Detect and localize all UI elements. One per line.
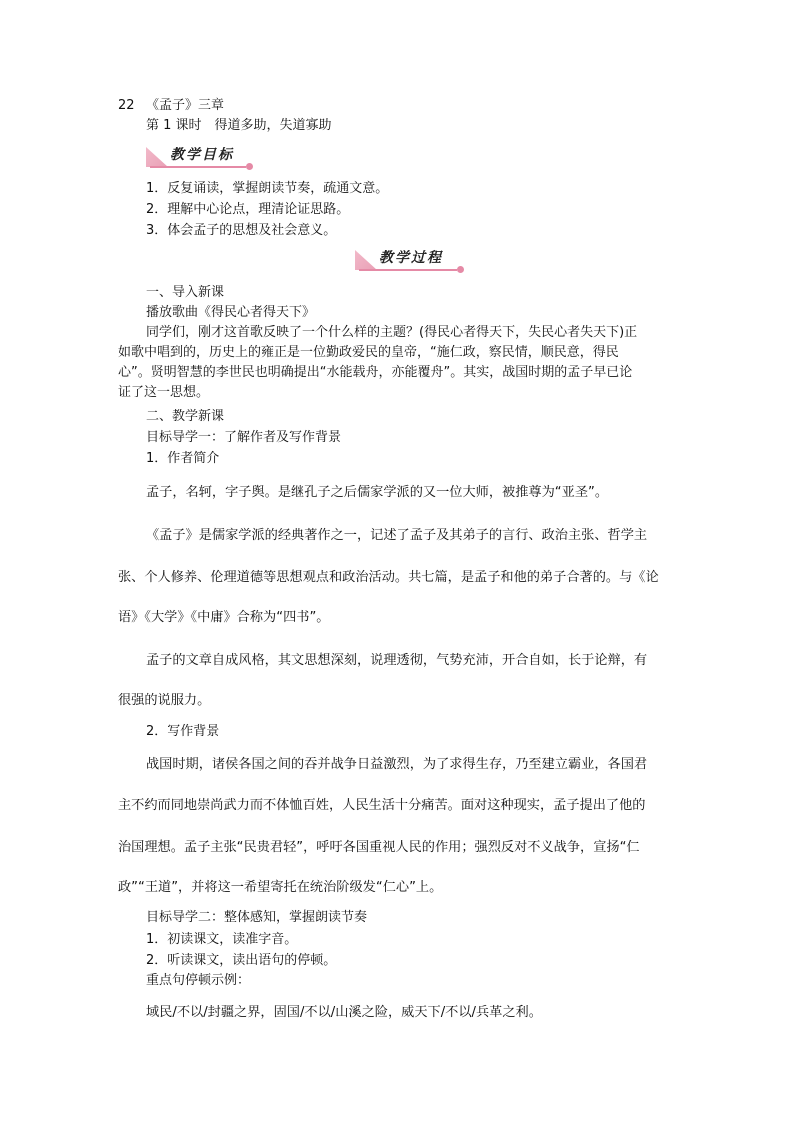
objectives-banner: [146, 145, 266, 171]
pause-example: 域民/不以/封疆之界，固国/不以/山溪之险，威天下/不以/兵革之利。: [146, 1005, 542, 1020]
lesson-period: 第 1 课时 得道多助，失道寡助: [146, 118, 332, 133]
paragraph-line: 战国时期，诸侯各国之间的吞并战争日益激烈，为了求得生存，乃至建立霸业，各国君: [146, 757, 648, 772]
paragraph-line: 张、个人修养、伦理道德等思想观点和政治活动。共七篇，是孟子和他的弟子合著的。与《论: [118, 570, 659, 585]
paragraph-line: 如歌中唱到的，历史上的雍正是一位勤政爱民的皇帝，“施仁政，察民情，顺民意，得民: [118, 345, 619, 360]
process-banner: [355, 248, 475, 274]
goal-heading: 目标导学一：了解作者及写作背景: [146, 430, 342, 445]
sub-heading: 2．写作背景: [146, 724, 220, 739]
paragraph-line: 证了这一思想。: [118, 385, 210, 400]
objective-item: 2．理解中心论点，理清论证思路。: [146, 202, 350, 217]
banner-dot: [457, 266, 464, 273]
paragraph-line: 主不约而同地崇尚武力而不体恤百姓，人民生活十分痛苦。面对这种现实，孟子提出了他的: [118, 798, 646, 813]
song-line: 播放歌曲《得民心者得天下》: [146, 305, 316, 320]
objectives-banner-label: 教学目标: [170, 147, 234, 163]
paragraph-line: 孟子，名轲，字子舆。是继孔子之后儒家学派的又一位大师，被推尊为“亚圣”。: [146, 485, 609, 500]
paragraph-line: 孟子的文章自成风格，其文思想深刻，说理透彻，气势充沛，开合自如，长于论辩，有: [146, 653, 648, 668]
paragraph-line: 心”。贤明智慧的李世民也明确提出“水能载舟，亦能覆舟”。其实，战国时期的孟子早已论: [118, 365, 633, 380]
paragraph-line: 《孟子》是儒家学派的经典著作之一，记述了孟子及其弟子的言行、政治主张、哲学主: [146, 528, 648, 543]
section-heading: 一、导入新课: [146, 285, 225, 300]
lesson-number: 22: [118, 98, 135, 113]
paragraph-line: 治国理想。孟子主张“民贵君轻”，呼吁各国重视人民的作用；强烈反对不义战争，宣扬“仁: [118, 840, 640, 855]
paragraph-line: 政”“王道”，并将这一希望寄托在统治阶级发“仁心”上。: [118, 880, 443, 895]
paragraph-line: 语》《大学》《中庸》合称为“四书”。: [118, 610, 330, 625]
banner-underline: [150, 166, 246, 168]
objective-item: 3．体会孟子的思想及社会意义。: [146, 223, 337, 238]
objective-item: 1．反复诵读，掌握朗读节奏，疏通文意。: [146, 181, 389, 196]
list-item: 1．初读课文，读准字音。: [146, 932, 298, 947]
list-item: 2．听读课文，读出语句的停顿。: [146, 953, 337, 968]
goal-heading: 目标导学二：整体感知，掌握朗读节奏: [146, 910, 368, 925]
lesson-title: 《孟子》三章: [146, 98, 225, 113]
banner-underline: [359, 269, 457, 271]
paragraph-line: 同学们，刚才这首歌反映了一个什么样的主题？(得民心者得天下，失民心者失天下)正: [146, 325, 638, 340]
sub-heading: 重点句停顿示例：: [146, 973, 251, 988]
sub-heading: 1．作者简介: [146, 451, 220, 466]
section-heading: 二、教学新课: [146, 409, 225, 424]
paragraph-line: 很强的说服力。: [118, 693, 211, 708]
banner-dot: [246, 163, 253, 170]
process-banner-label: 教学过程: [379, 250, 443, 266]
